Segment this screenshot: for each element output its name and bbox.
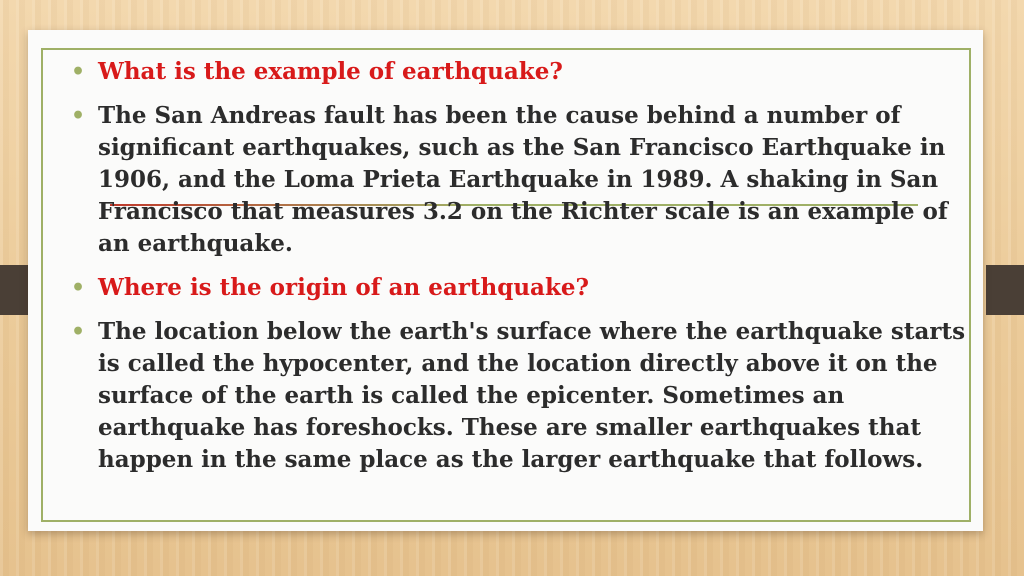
answer-text: The San Andreas fault has been the cause behind a number of significant earthquakes, such as the San Francisco Earthquake in 1906, and the Loma Prieta Earthquake in 1989. A shaking in San Francisco that measures 3.2 on the Richter scale is an example of an earthquake.: [98, 102, 948, 257]
question-text: Where is the origin of an earthquake?: [98, 274, 589, 301]
bullet-answer-1: [71, 100, 971, 260]
question-text: What is the example of earthquake?: [98, 58, 563, 85]
bullet-dot-icon: •: [71, 59, 86, 85]
right-tab-decoration: [986, 265, 1024, 315]
answer-text: The location below the earth's surface where the earthquake starts is called the hypocenter, and the location directly above it on the surface of the earth is called the epicenter. Sometimes an earthquake has foreshocks. These are smaller earthquakes that happen in the same place as the larger earthquake that follows.: [98, 318, 966, 473]
bullet-dot-icon: •: [71, 275, 86, 301]
bullet-dot-icon: •: [71, 319, 86, 345]
slide-content: [71, 56, 971, 476]
bullet-question-1: [71, 56, 971, 88]
bullet-answer-2: [71, 316, 971, 476]
bullet-question-2: [71, 272, 971, 304]
bullet-dot-icon: •: [71, 103, 86, 129]
